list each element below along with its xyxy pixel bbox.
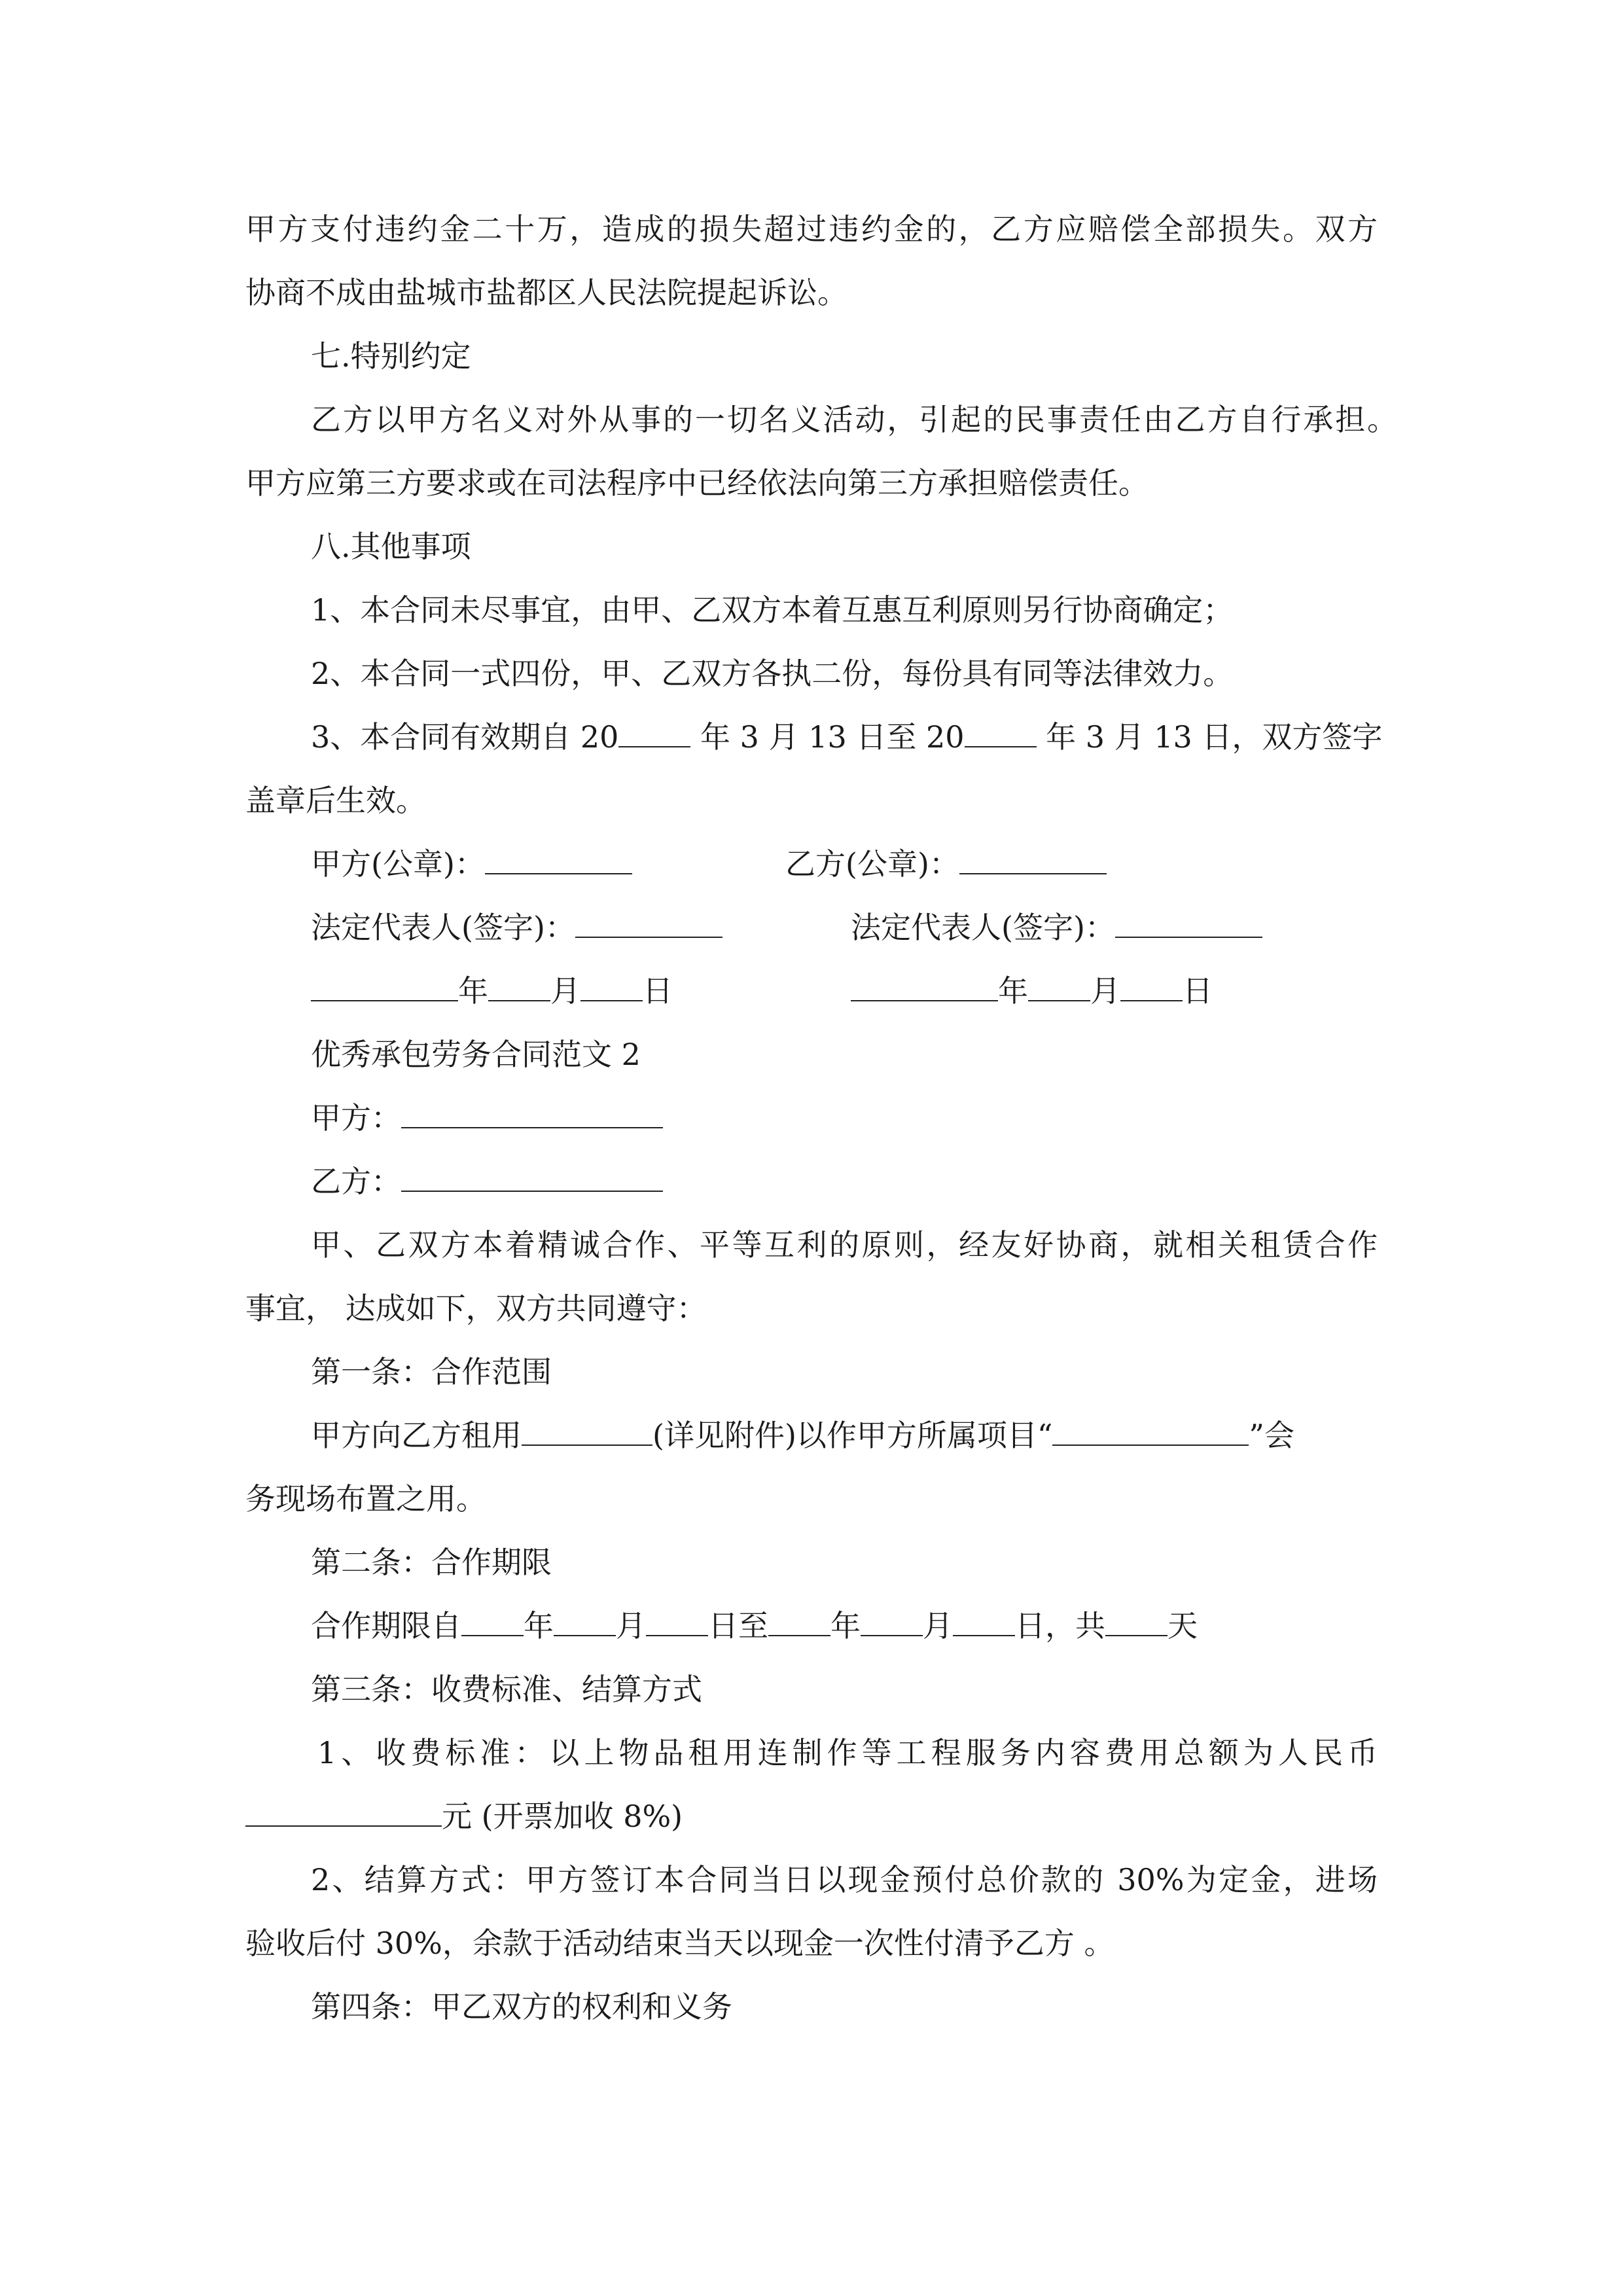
paragraph-text: 甲方向乙方租用 <box>311 1418 522 1453</box>
list-item-text: 年 3 月 13 日，双方签字 <box>1046 719 1383 755</box>
paragraph-line: 甲、乙双方本着精诚合作、平等互利的原则，经友好协商，就相关租赁合作 <box>311 1227 1378 1263</box>
list-item-text: 年 3 月 13 日至 20 <box>700 719 965 755</box>
fill-blank[interactable] <box>768 1606 830 1636</box>
fill-blank[interactable] <box>488 971 550 1001</box>
article-heading: 第一条：合作范围 <box>311 1354 552 1390</box>
fill-blank[interactable] <box>1115 908 1262 938</box>
party-b-field <box>311 1162 663 1201</box>
fill-blank[interactable] <box>953 1606 1015 1636</box>
fill-blank[interactable] <box>580 971 643 1001</box>
date-day-label: 日 <box>643 973 673 1009</box>
date-day-label: 日 <box>1183 973 1213 1009</box>
signature-date-b <box>851 971 1213 1011</box>
list-item: 2、本合同一式四份，甲、乙双方各执二份，每份具有同等法律效力。 <box>311 656 1234 691</box>
fill-blank[interactable] <box>959 844 1107 874</box>
paragraph-line: 务现场布置之用。 <box>245 1481 486 1516</box>
section-heading: 八.其他事项 <box>311 529 471 564</box>
paragraph-text: 天 <box>1168 1608 1198 1643</box>
signature-label: 甲方(公章)： <box>311 846 485 882</box>
list-item: 1、本合同未尽事宜，由甲、乙双方本着互惠互利原则另行协商确定； <box>311 592 1234 628</box>
signature-seal-a <box>311 844 632 884</box>
article-heading: 第四条：甲乙双方的权利和义务 <box>311 1989 732 2024</box>
signature-rep-b <box>851 908 1262 947</box>
paragraph-line: 甲方应第三方要求或在司法程序中已经依法向第三方承担赔偿责任。 <box>245 465 1149 501</box>
fill-blank[interactable] <box>311 971 458 1001</box>
fill-blank[interactable] <box>1120 971 1183 1001</box>
paragraph-line <box>245 1797 683 1836</box>
term-line <box>311 1606 1198 1645</box>
fill-blank[interactable] <box>485 844 632 874</box>
fill-blank[interactable] <box>646 1606 708 1636</box>
signature-label: 法定代表人(签字)： <box>311 910 575 945</box>
fill-blank[interactable] <box>522 1416 652 1446</box>
date-year-label: 年 <box>458 973 488 1009</box>
section-heading: 七.特别约定 <box>311 338 471 374</box>
paragraph-text: 日，共 <box>1015 1608 1105 1643</box>
fill-blank[interactable] <box>1028 971 1090 1001</box>
date-month-label: 月 <box>1090 973 1120 1009</box>
paragraph-text: ”会 <box>1249 1418 1294 1453</box>
date-month-label: 月 <box>923 1608 953 1643</box>
paragraph-line: 1、收费标准：以上物品租用连制作等工程服务内容费用总额为人民币 <box>317 1735 1378 1770</box>
paragraph-text: 日至 <box>708 1608 768 1643</box>
signature-rep-a <box>311 908 722 947</box>
paragraph-text: 元 (开票加收 8%) <box>442 1799 683 1834</box>
fill-blank[interactable] <box>461 1606 524 1636</box>
fill-blank[interactable] <box>554 1606 616 1636</box>
signature-label: 乙方(公章)： <box>785 846 959 882</box>
paragraph-line: 验收后付 30%，余款于活动结束当天以现金一次性付清予乙方 。 <box>245 1926 1115 1961</box>
date-month-label: 月 <box>550 973 580 1009</box>
signature-label: 法定代表人(签字)： <box>851 910 1115 945</box>
paragraph-line: 甲方支付违约金二十万，造成的损失超过违约金的，乙方应赔偿全部损失。双方 <box>245 211 1378 247</box>
date-year-label: 年 <box>524 1608 554 1643</box>
fill-blank[interactable] <box>575 908 722 938</box>
date-month-label: 月 <box>616 1608 646 1643</box>
signature-date-a <box>311 971 673 1011</box>
document-title: 优秀承包劳务合同范文 2 <box>311 1037 641 1072</box>
paragraph-line: 盖章后生效。 <box>245 783 426 818</box>
signature-seal-b <box>785 844 1107 884</box>
fill-blank[interactable] <box>1052 1416 1249 1446</box>
fill-blank[interactable] <box>245 1797 442 1827</box>
fill-blank[interactable] <box>965 717 1037 747</box>
paragraph-text: (详见附件)以作甲方所属项目“ <box>652 1418 1053 1453</box>
list-item <box>311 717 1382 757</box>
paragraph-line: 2、结算方式：甲方签订本合同当日以现金预付总价款的 30%为定金，进场 <box>311 1862 1378 1897</box>
party-label: 乙方： <box>311 1164 401 1199</box>
party-label: 甲方： <box>311 1100 401 1136</box>
paragraph-line: 事宜， 达成如下，双方共同遵守： <box>245 1291 707 1326</box>
paragraph-line: 乙方以甲方名义对外从事的一切名义活动，引起的民事责任由乙方自行承担。 <box>311 402 1397 437</box>
paragraph-line <box>311 1416 1294 1455</box>
fill-blank[interactable] <box>401 1098 663 1128</box>
paragraph-line: 协商不成由盐城市盐都区人民法院提起诉讼。 <box>245 275 847 310</box>
fill-blank[interactable] <box>1105 1606 1168 1636</box>
fill-blank[interactable] <box>618 717 690 747</box>
fill-blank[interactable] <box>851 971 998 1001</box>
date-year-label: 年 <box>998 973 1028 1009</box>
article-heading: 第二条：合作期限 <box>311 1545 552 1580</box>
party-a-field <box>311 1098 663 1138</box>
fill-blank[interactable] <box>861 1606 923 1636</box>
fill-blank[interactable] <box>401 1162 663 1192</box>
paragraph-text: 合作期限自 <box>311 1608 461 1643</box>
article-heading: 第三条：收费标准、结算方式 <box>311 1672 702 1707</box>
date-year-label: 年 <box>830 1608 861 1643</box>
list-item-text: 3、本合同有效期自 20 <box>311 719 619 755</box>
